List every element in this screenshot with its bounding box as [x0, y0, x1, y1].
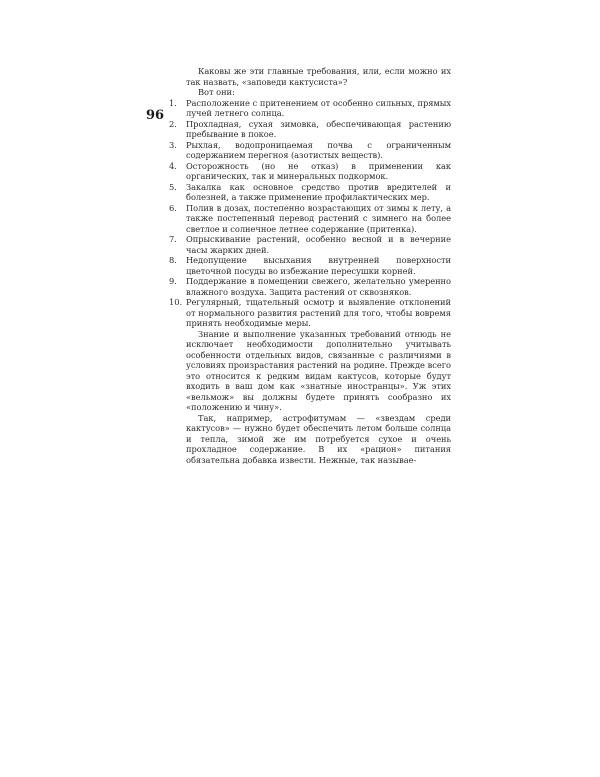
list-item-text: Полив в дозах, постепенно возрастающих от зимы к лету, а также постепенный перевод растений с зимнего на более светлое и солнечное летнее содержание (притенка).: [186, 202, 451, 234]
list-item: [169, 97, 451, 119]
list-item-text: Прохладная, сухая зимовка, обеспечивающая растению пребывание в покое.: [186, 118, 451, 139]
list-item-number: 1.: [169, 97, 177, 108]
intro-question: Каковы же эти главные требования, или, если можно их так назвать, «заповеди кактусиста»?: [186, 66, 451, 87]
list-item: [169, 276, 451, 297]
list-item: [169, 202, 451, 235]
list-item-number: 9.: [169, 276, 177, 286]
list-item: [169, 255, 451, 276]
list-item-text: Поддержание в помещении свежего, желательно умеренно влажного воздуха. Защита растений от сквозняков.: [186, 276, 451, 297]
list-item-text: Рыхлая, водопроницаемая почва с ограниченным содержанием перегноя (азотистых веществ).: [186, 139, 451, 160]
intro-answer: Вот они:: [198, 87, 235, 97]
list-item: [169, 234, 451, 255]
list-item-number: 8.: [169, 255, 177, 265]
list-item-text: Закалка как основное средство против вредителей и болезней, а также применение профилактических мер.: [186, 181, 451, 202]
list-item: [169, 139, 451, 161]
text-column: [169, 66, 451, 465]
requirements-list: [169, 97, 451, 329]
list-item: [169, 118, 451, 140]
list-item-number: 10.: [169, 297, 183, 307]
list-item-number: 6.: [169, 202, 177, 213]
list-item-number: 4.: [169, 160, 177, 171]
page-number: 96: [146, 108, 165, 123]
list-item-number: 2.: [169, 118, 177, 129]
list-item-number: 5.: [169, 181, 177, 192]
list-item-text: Недопущение высыхания внутренней поверхности цветочной посуды во избежание пересушки корней.: [186, 255, 451, 276]
list-item-number: 7.: [169, 234, 177, 244]
list-item: [169, 181, 451, 203]
body-paragraph: Знание и выполнение указанных требований отнюдь не исключает необходимости дополнительно учитывать особенности отдельных видов, связанные с различиями в условиях произрастания растений на родине. Прежде всего это относится к редким видам кактусов, которые будут входить в ваш дом как «знатные иностранцы». Уж этих «вельмож» вы должны будете принять сообразно их «положению и чину».: [186, 328, 451, 412]
body-paragraph: Так, например, астрофитумам — «звездам среди кактусов» — нужно будет обеспечить летом больше солнца и тепла, зимой же им потребуется сухое и очень прохладное содержание. В их «рацион» питания обязательна добавка извести. Нежные, так называе-: [186, 412, 451, 465]
list-item-number: 3.: [169, 139, 177, 150]
list-item: [169, 297, 451, 329]
list-item: [169, 160, 451, 182]
list-item-text: Регулярный, тщательный осмотр и выявление отклонений от нормального развития растений для того, чтобы вовремя принять необходимые меры.: [186, 297, 451, 328]
list-item-text: Осторожность (но не отказ) в применении как органических, так и минеральных подкормок.: [186, 160, 451, 181]
list-item-text: Расположение с притенением от особенно сильных, прямых лучей летнего солнца.: [186, 97, 451, 118]
list-item-text: Опрыскивание растений, особенно весной и в вечерние часы жарких дней.: [186, 234, 451, 255]
